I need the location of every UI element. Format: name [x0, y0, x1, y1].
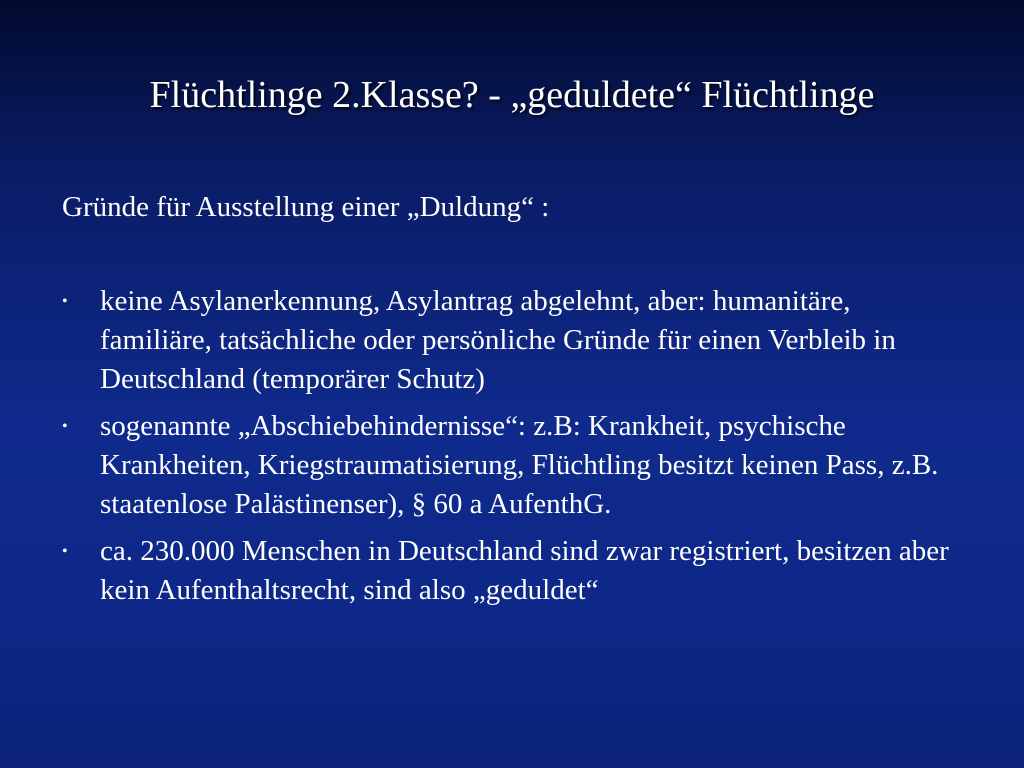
bullet-text: sogenannte „Abschiebehindernisse“: z.B: Krankheit, psychische Krankheiten, Kriegstraumatisierung, Flüchtling besitzt keinen Pass, z.B. staatenlose Palästinenser), § 60 a AufenthG.	[100, 410, 939, 520]
bullet-item	[62, 407, 962, 524]
bullet-icon: •	[62, 293, 68, 310]
bullet-icon: •	[62, 418, 68, 435]
bullet-list	[62, 282, 962, 610]
bullet-text: ca. 230.000 Menschen in Deutschland sind zwar registriert, besitzen aber kein Aufenthaltsrecht, sind also „geduldet“	[100, 535, 949, 606]
bullet-text: keine Asylanerkennung, Asylantrag abgelehnt, aber: humanitäre, familiäre, tatsächliche oder persönliche Gründe für einen Verbleib in Deutschland (temporärer Schutz)	[100, 285, 896, 395]
slide-title: Flüchtlinge 2.Klasse? - „geduldete“ Flüchtlinge	[149, 74, 875, 116]
slide-body	[62, 188, 962, 618]
bullet-item	[62, 532, 962, 610]
bullet-icon: •	[62, 543, 68, 560]
intro-text: Gründe für Ausstellung einer „Duldung“ :	[62, 191, 550, 223]
bullet-item	[62, 282, 962, 399]
